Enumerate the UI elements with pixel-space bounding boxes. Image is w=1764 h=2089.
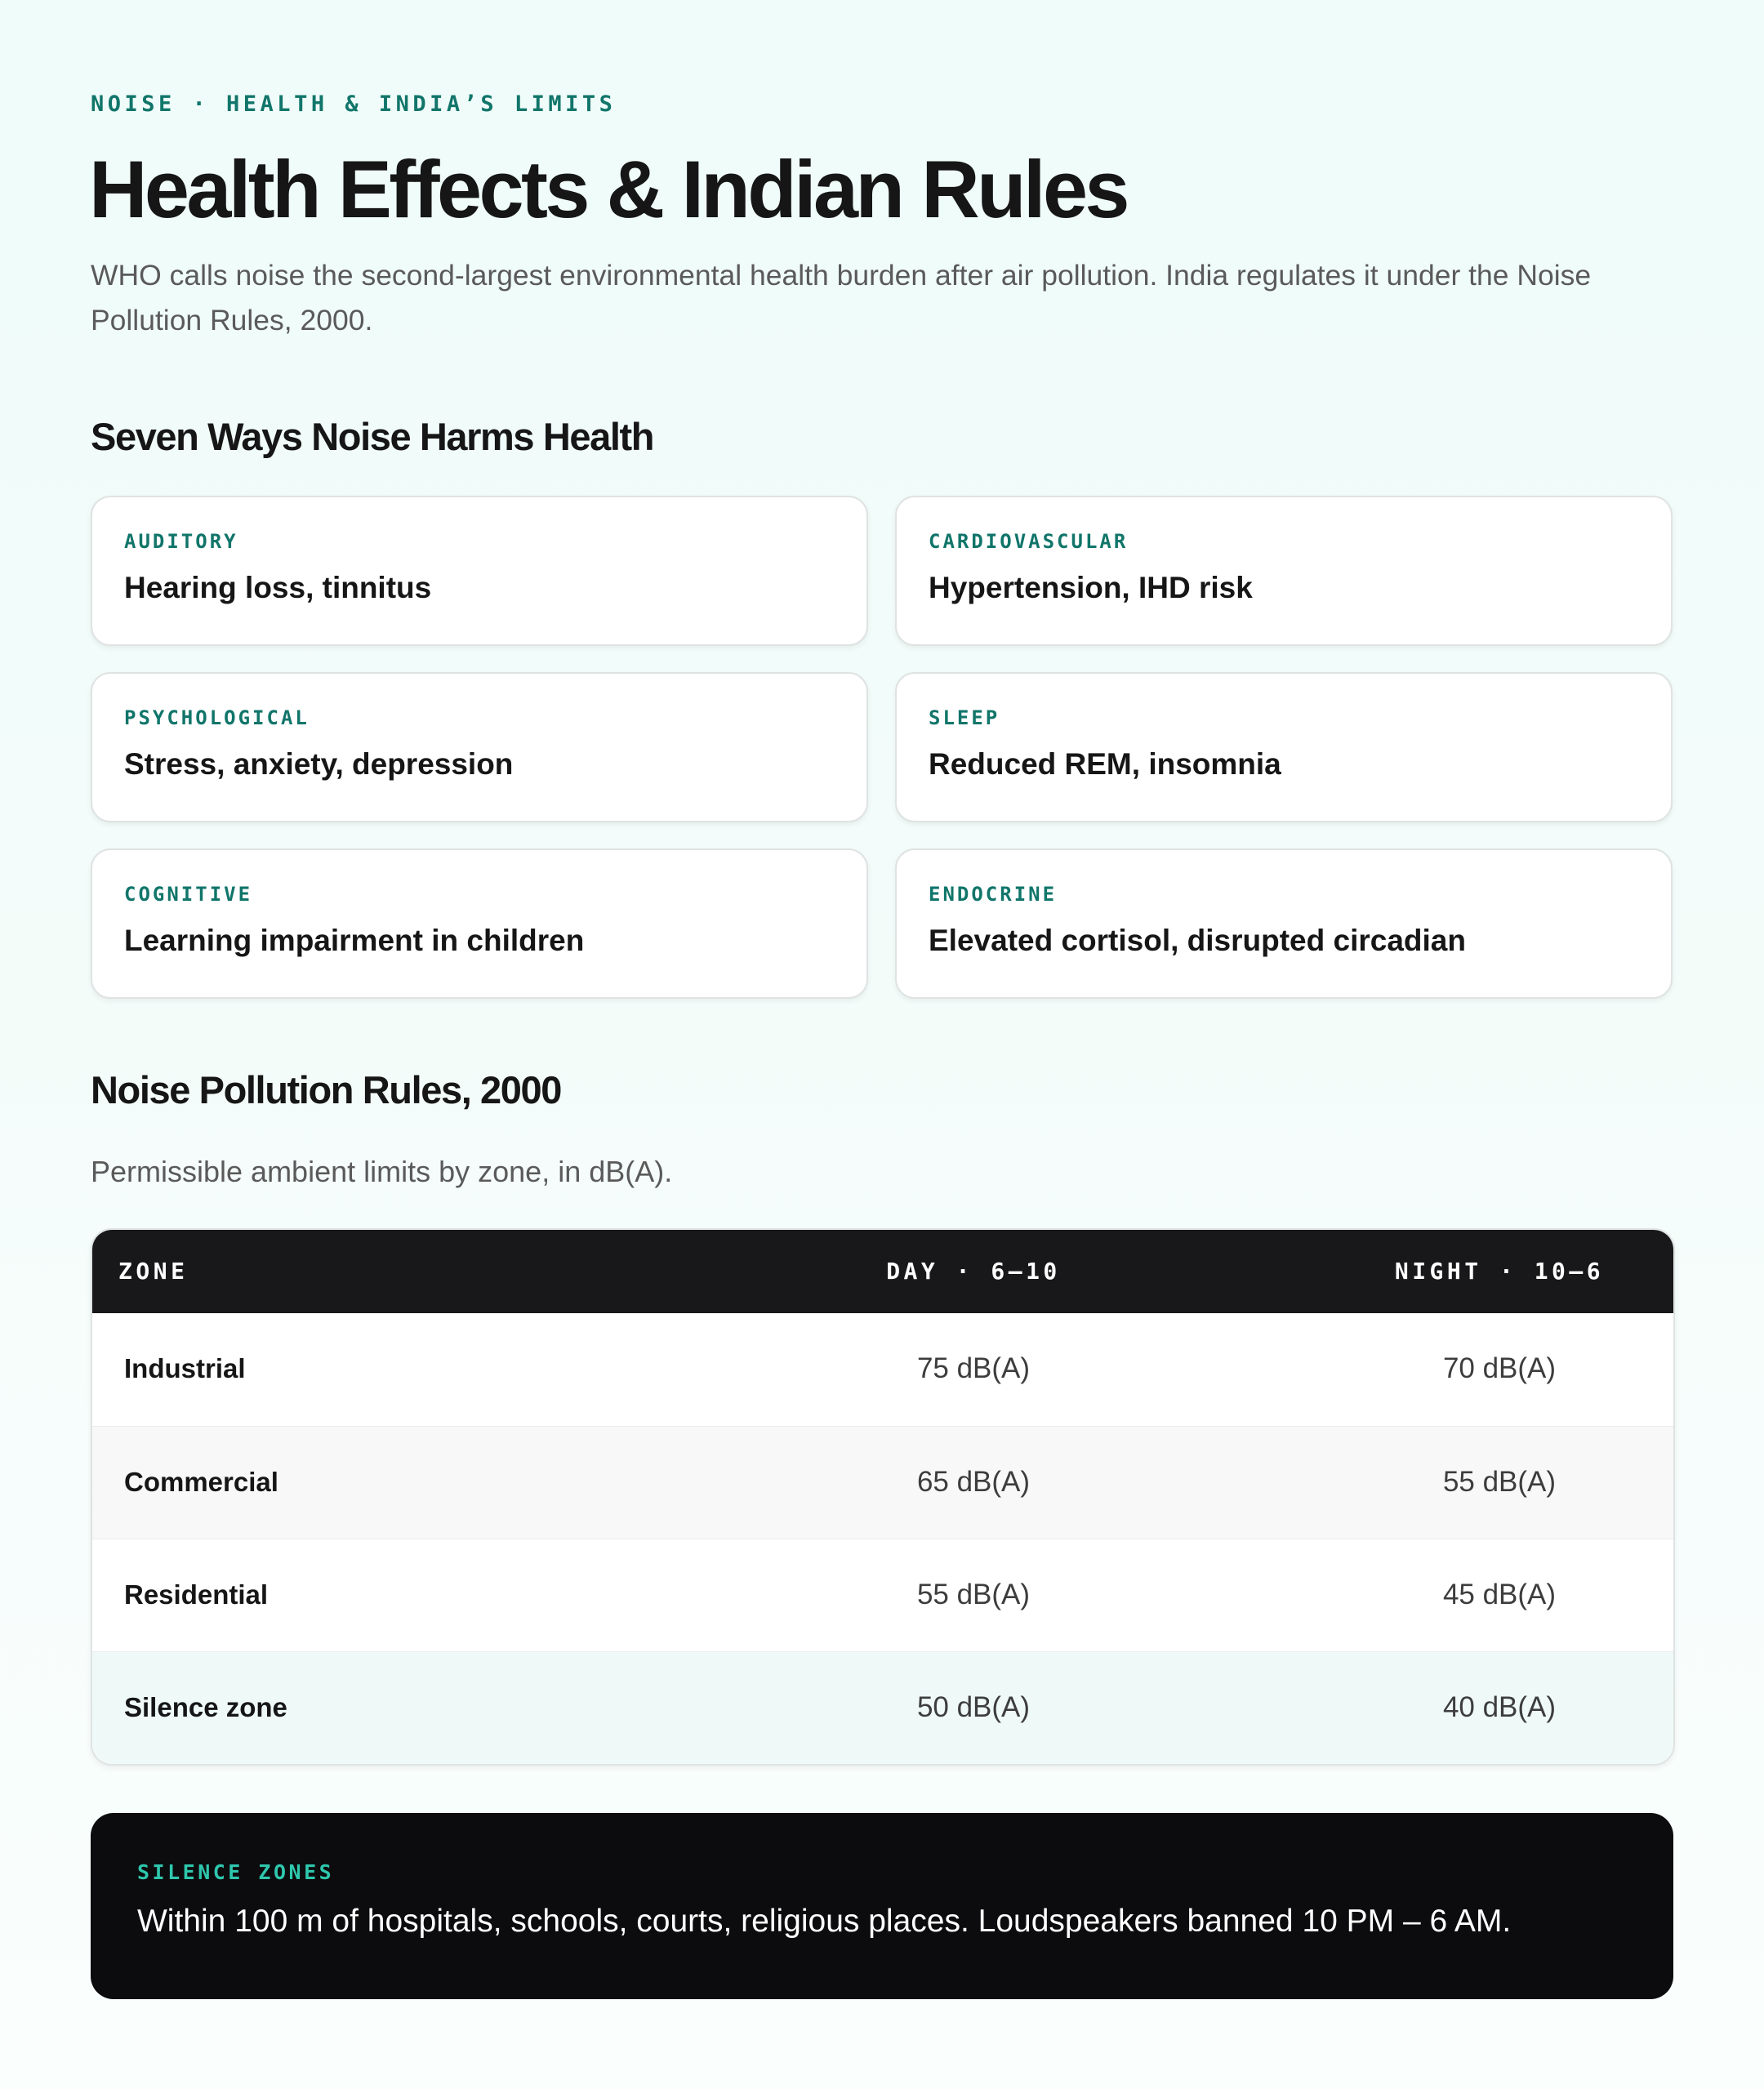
table-caption: Permissible ambient limits by zone, in dB(A). (91, 1155, 673, 1188)
effect-card-endocrine (895, 849, 1673, 999)
effect-card-category: PSYCHOLOGICAL (124, 706, 310, 729)
day-limit-cell: 65 dB(A) (916, 1466, 1031, 1498)
column-header-day: DAY · 6–10 (886, 1258, 1061, 1285)
callout-label: SILENCE ZONES (137, 1860, 335, 1884)
day-limit-cell: 75 dB(A) (916, 1352, 1031, 1384)
night-limit-cell: 40 dB(A) (1442, 1691, 1557, 1723)
effect-card-category: CARDIOVASCULAR (929, 530, 1129, 553)
effect-card-description: Hearing loss, tinnitus (124, 571, 432, 604)
effect-card-category: SLEEP (929, 706, 1000, 729)
effect-card-description: Hypertension, IHD risk (929, 571, 1253, 604)
effect-card-category: ENDOCRINE (929, 883, 1058, 906)
zone-cell: Industrial (124, 1353, 246, 1383)
effect-card-auditory (91, 496, 868, 646)
effect-card-cognitive (91, 849, 868, 999)
table-row-residential (92, 1539, 1673, 1651)
effects-heading: Seven Ways Noise Harms Health (91, 415, 654, 458)
effect-card-description: Elevated cortisol, disrupted circadian (929, 924, 1466, 957)
effect-card-description: Reduced REM, insomnia (929, 747, 1281, 781)
table-row-industrial (92, 1313, 1673, 1426)
day-limit-cell: 50 dB(A) (916, 1691, 1031, 1723)
effect-card-description: Learning impairment in children (124, 924, 585, 957)
column-header-zone: ZONE (118, 1258, 189, 1285)
effect-card-category: COGNITIVE (124, 883, 253, 906)
effect-card-category: AUDITORY (124, 530, 238, 553)
day-limit-cell: 55 dB(A) (916, 1579, 1031, 1610)
table-row-commercial (92, 1426, 1673, 1539)
effect-card-cardiovascular (895, 496, 1673, 646)
effect-card-psychological (91, 672, 868, 822)
zone-cell: Residential (124, 1579, 269, 1610)
intro-paragraph: WHO calls noise the second-largest environmental health burden after air pollution. India regulates it under the Noise Pollution Rules, 2000. (91, 259, 1592, 336)
night-limit-cell: 70 dB(A) (1442, 1352, 1557, 1384)
eyebrow-label: NOISE · HEALTH & INDIA’S LIMITS (91, 91, 617, 117)
callout-text: Within 100 m of hospitals, schools, courts, religious places. Loudspeakers banned 10 PM – 6 AM. (137, 1904, 1512, 1939)
night-limit-cell: 55 dB(A) (1442, 1466, 1557, 1498)
noise-limits-table (91, 1228, 1675, 1766)
table-header (92, 1230, 1673, 1313)
page-title: Health Effects & Indian Rules (89, 144, 1127, 234)
table-row-silence-zone (92, 1651, 1673, 1764)
silence-zones-callout (91, 1813, 1673, 1999)
effect-card-description: Stress, anxiety, depression (124, 747, 514, 781)
table-body (92, 1313, 1673, 1764)
zone-cell: Silence zone (124, 1692, 287, 1722)
night-limit-cell: 45 dB(A) (1442, 1579, 1557, 1610)
effect-card-sleep (895, 672, 1673, 822)
rules-heading: Noise Pollution Rules, 2000 (91, 1068, 561, 1111)
column-header-night: NIGHT · 10–6 (1394, 1258, 1605, 1285)
zone-cell: Commercial (124, 1467, 278, 1497)
